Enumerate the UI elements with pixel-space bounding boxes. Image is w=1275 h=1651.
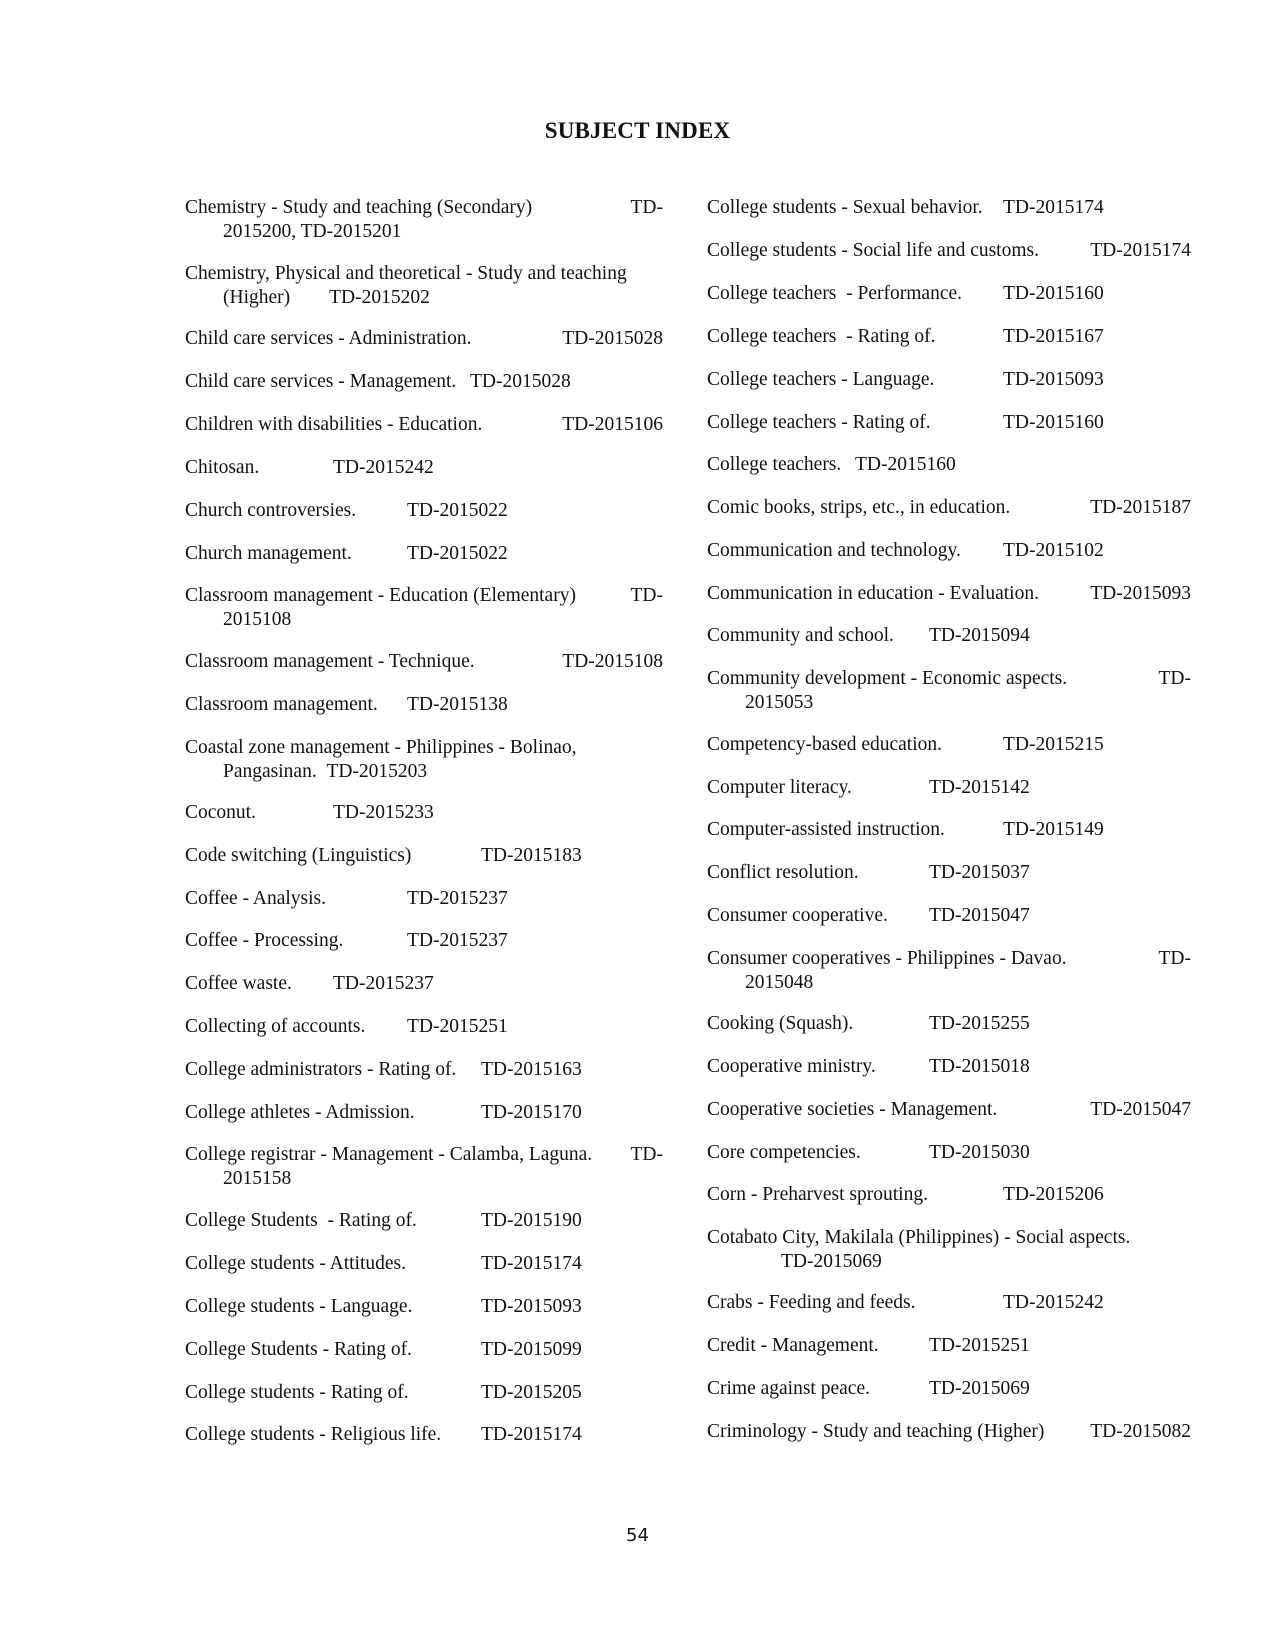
entry-continuation: 2015158 bbox=[223, 1168, 292, 1189]
entry-code: TD-2015174 bbox=[481, 1424, 582, 1445]
entry-term: Coconut. bbox=[185, 802, 256, 823]
entry-code: TD-2015170 bbox=[481, 1102, 582, 1123]
entry-term: Corn - Preharvest sprouting. bbox=[707, 1184, 928, 1205]
entry-term: Crabs - Feeding and feeds. bbox=[707, 1292, 916, 1313]
entry-term: Communication and technology. bbox=[707, 540, 961, 561]
entry-term: College students - Attitudes. bbox=[185, 1253, 406, 1274]
entry-code: TD-2015160 bbox=[855, 454, 956, 475]
entry-code: TD-2015022 bbox=[407, 500, 508, 521]
entry-term: College athletes - Admission. bbox=[185, 1102, 415, 1123]
entry-term: Church controversies. bbox=[185, 500, 357, 521]
entry-term: Cooking (Squash). bbox=[707, 1013, 854, 1034]
page-title: SUBJECT INDEX bbox=[544, 118, 731, 143]
entry-term: College teachers. bbox=[707, 454, 842, 475]
entry-code: TD-2015174 bbox=[481, 1253, 582, 1274]
entry-code: TD-2015022 bbox=[407, 543, 508, 564]
entry-term: Computer literacy. bbox=[707, 777, 852, 798]
entry-code: TD-2015237 bbox=[407, 930, 508, 951]
entry-code: TD-2015190 bbox=[481, 1210, 582, 1231]
entry-code: TD-2015082 bbox=[1090, 1421, 1191, 1442]
entry-term: Communication in education - Evaluation. bbox=[707, 583, 1039, 604]
entry-term: Coffee waste. bbox=[185, 973, 292, 994]
entry-term: College teachers - Rating of. bbox=[707, 326, 936, 347]
entry-term: Classroom management - Technique. bbox=[185, 651, 475, 672]
entry-term: Chemistry - Study and teaching (Secondary) bbox=[185, 197, 533, 218]
entry-term: Credit - Management. bbox=[707, 1335, 879, 1356]
page-number: 54 bbox=[626, 1525, 649, 1546]
entry-code: TD-2015094 bbox=[929, 625, 1030, 646]
entry-code: TD- bbox=[630, 197, 663, 218]
entry-code: TD-2015251 bbox=[407, 1016, 508, 1037]
entry-term: College teachers - Rating of. bbox=[707, 412, 931, 433]
entry-term: Classroom management. bbox=[185, 694, 378, 715]
entry-code: TD-2015047 bbox=[929, 905, 1030, 926]
entry-term: Crime against peace. bbox=[707, 1378, 870, 1399]
entry-code: TD-2015174 bbox=[1090, 240, 1191, 261]
entry-code: TD-2015030 bbox=[929, 1142, 1030, 1163]
entry-term: Criminology - Study and teaching (Higher) bbox=[707, 1421, 1045, 1442]
entry-term: Core competencies. bbox=[707, 1142, 861, 1163]
entry-term: College teachers - Language. bbox=[707, 369, 935, 390]
entry-term: Children with disabilities - Education. bbox=[185, 414, 483, 435]
entry-term: Coffee - Processing. bbox=[185, 930, 344, 951]
entry-code: TD-2015106 bbox=[562, 414, 663, 435]
entry-term: Child care services - Administration. bbox=[185, 328, 472, 349]
entry-code: TD-2015187 bbox=[1090, 497, 1191, 518]
entry-code: TD-2015242 bbox=[333, 457, 434, 478]
entry-term: College students - Sexual behavior. bbox=[707, 197, 983, 218]
entry-continuation: (Higher) TD-2015202 bbox=[223, 287, 430, 308]
entry-code: TD- bbox=[1158, 948, 1191, 969]
entry-continuation: 2015048 bbox=[745, 972, 814, 993]
entry-code: TD-2015018 bbox=[929, 1056, 1030, 1077]
entry-term: Cooperative societies - Management. bbox=[707, 1099, 998, 1120]
entry-term: College administrators - Rating of. bbox=[185, 1059, 457, 1080]
entry-code: TD-2015160 bbox=[1003, 283, 1104, 304]
entry-code: TD-2015237 bbox=[333, 973, 434, 994]
entry-code: TD-2015108 bbox=[562, 651, 663, 672]
entry-term: Cotabato City, Makilala (Philippines) - Social aspects. bbox=[707, 1227, 1131, 1248]
entry-code: TD-2015251 bbox=[929, 1335, 1030, 1356]
entry-code: TD-2015099 bbox=[481, 1339, 582, 1360]
entry-code: TD-2015093 bbox=[1003, 369, 1104, 390]
entry-term: Chemistry, Physical and theoretical - Study and teaching bbox=[185, 263, 627, 284]
entry-continuation: TD-2015069 bbox=[781, 1251, 882, 1272]
entry-term: College students - Social life and customs. bbox=[707, 240, 1039, 261]
entry-term: Coastal zone management - Philippines - Bolinao, bbox=[185, 737, 577, 758]
entry-term: Collecting of accounts. bbox=[185, 1016, 366, 1037]
entry-term: Comic books, strips, etc., in education. bbox=[707, 497, 1011, 518]
entry-term: Community development - Economic aspects. bbox=[707, 668, 1068, 689]
entry-code: TD-2015160 bbox=[1003, 412, 1104, 433]
entry-continuation: 2015053 bbox=[745, 692, 814, 713]
entry-code: TD-2015142 bbox=[929, 777, 1030, 798]
entry-continuation: 2015200, TD-2015201 bbox=[223, 221, 402, 242]
entry-term: Child care services - Management. bbox=[185, 371, 457, 392]
entry-term: College Students - Rating of. bbox=[185, 1210, 417, 1231]
entry-code: TD-2015069 bbox=[929, 1378, 1030, 1399]
entry-code: TD-2015183 bbox=[481, 845, 582, 866]
entry-code: TD-2015138 bbox=[407, 694, 508, 715]
entry-code: TD-2015206 bbox=[1003, 1184, 1104, 1205]
entry-term: Chitosan. bbox=[185, 457, 260, 478]
entry-term: Consumer cooperative. bbox=[707, 905, 888, 926]
entry-code: TD-2015233 bbox=[333, 802, 434, 823]
entry-term: College students - Rating of. bbox=[185, 1382, 409, 1403]
entry-term: College teachers - Performance. bbox=[707, 283, 963, 304]
entry-term: Computer-assisted instruction. bbox=[707, 819, 945, 840]
entry-term: Church management. bbox=[185, 543, 352, 564]
entry-code: TD-2015255 bbox=[929, 1013, 1030, 1034]
entry-term: Cooperative ministry. bbox=[707, 1056, 876, 1077]
entry-code: TD-2015242 bbox=[1003, 1292, 1104, 1313]
entry-code: TD-2015167 bbox=[1003, 326, 1104, 347]
entry-term: Conflict resolution. bbox=[707, 862, 859, 883]
entry-code: TD-2015237 bbox=[407, 888, 508, 909]
entry-code: TD-2015037 bbox=[929, 862, 1030, 883]
entry-continuation: Pangasinan. TD-2015203 bbox=[223, 761, 428, 782]
entry-code: TD-2015163 bbox=[481, 1059, 582, 1080]
entry-term: College students - Religious life. bbox=[185, 1424, 442, 1445]
entry-term: Competency-based education. bbox=[707, 734, 942, 755]
entry-term: Coffee - Analysis. bbox=[185, 888, 326, 909]
entry-continuation: 2015108 bbox=[223, 609, 292, 630]
entry-code: TD-2015028 bbox=[562, 328, 663, 349]
entry-code: TD-2015093 bbox=[481, 1296, 582, 1317]
entry-term: Consumer cooperatives - Philippines - Davao. bbox=[707, 948, 1067, 969]
entry-code: TD-2015149 bbox=[1003, 819, 1104, 840]
entry-code: TD-2015093 bbox=[1090, 583, 1191, 604]
entry-term: Code switching (Linguistics) bbox=[185, 845, 412, 866]
entry-code: TD-2015205 bbox=[481, 1382, 582, 1403]
entry-code: TD-2015047 bbox=[1090, 1099, 1191, 1120]
entry-term: College Students - Rating of. bbox=[185, 1339, 412, 1360]
entry-term: Classroom management - Education (Elementary) bbox=[185, 585, 576, 606]
entry-term: Community and school. bbox=[707, 625, 894, 646]
entry-term: College students - Language. bbox=[185, 1296, 413, 1317]
entry-code: TD-2015215 bbox=[1003, 734, 1104, 755]
entry-code: TD- bbox=[630, 585, 663, 606]
entry-code: TD-2015028 bbox=[470, 371, 571, 392]
entry-code: TD- bbox=[630, 1144, 663, 1165]
entry-code: TD-2015102 bbox=[1003, 540, 1104, 561]
entry-term: College registrar - Management - Calamba, Laguna. bbox=[185, 1144, 593, 1165]
entry-code: TD- bbox=[1158, 668, 1191, 689]
entry-code: TD-2015174 bbox=[1003, 197, 1104, 218]
